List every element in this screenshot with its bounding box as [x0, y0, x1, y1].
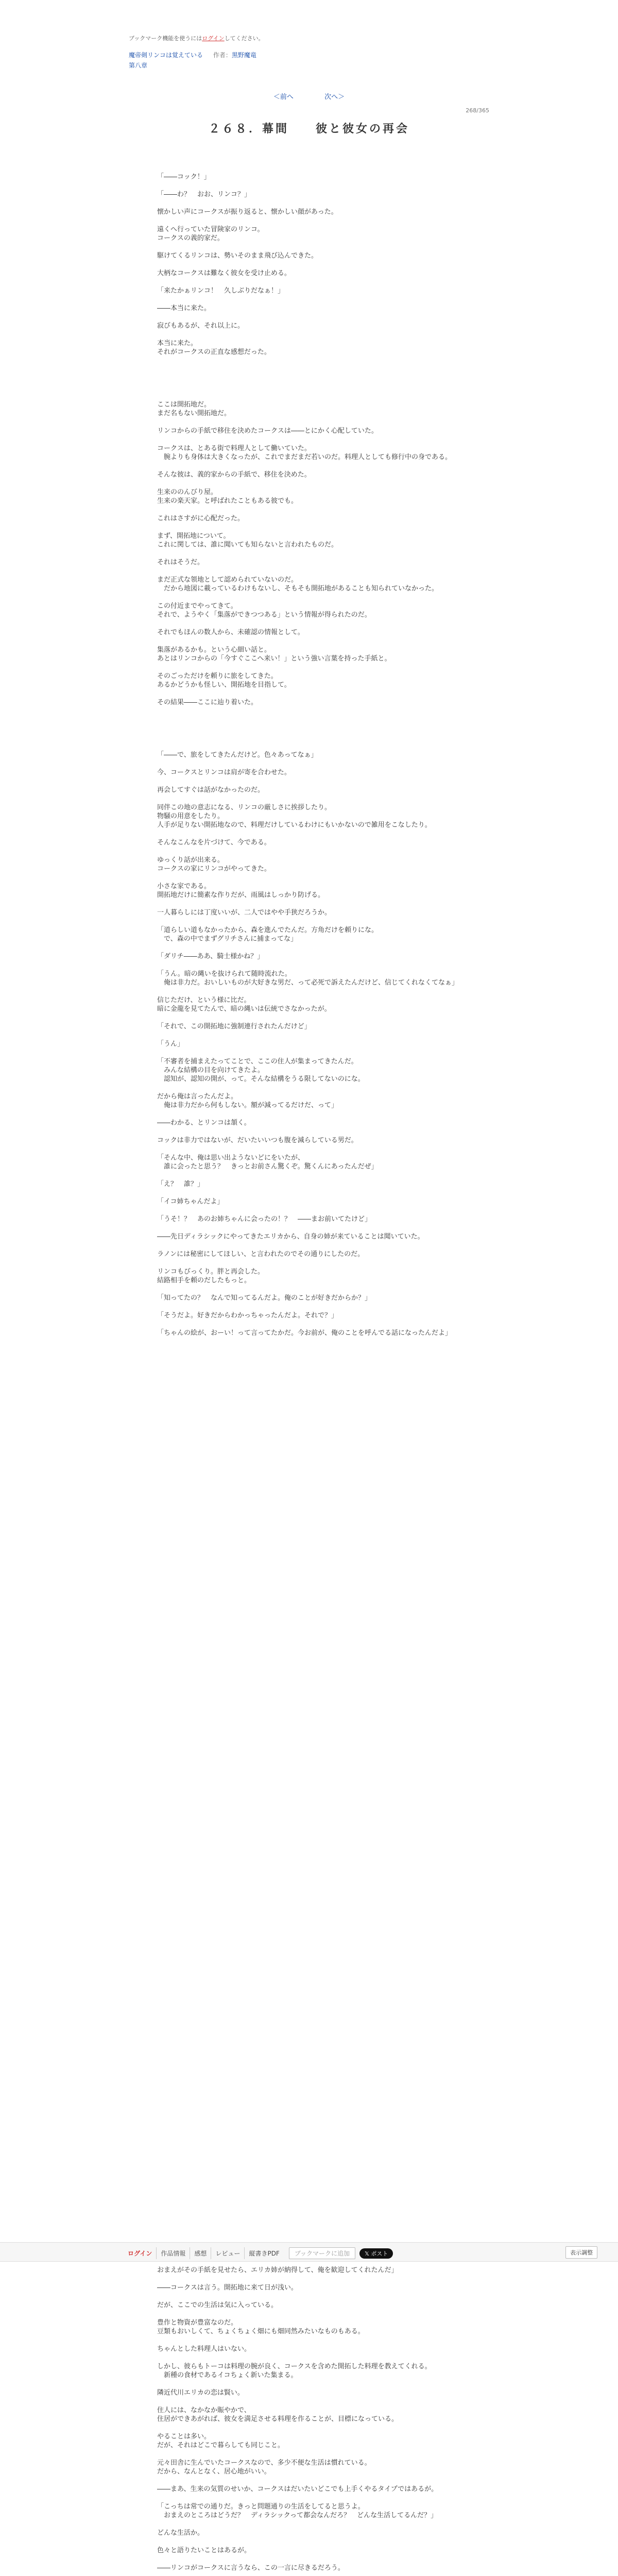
- body-line: [157, 794, 476, 803]
- body-line: [157, 2292, 476, 2301]
- body-line: [157, 462, 476, 470]
- body-line: [157, 2537, 476, 2546]
- author-label: 作者：: [213, 52, 232, 59]
- body-line: まだ正式な領地として認められていないのだ。: [157, 576, 298, 584]
- body-line: [157, 1189, 476, 1197]
- body-line: 懐かしい声にコークスが振り返ると、懐かしい顔があった。: [157, 208, 338, 216]
- body-line: 「そうだよ。好きだからわかっちゃったんだよ。それで？」: [157, 1312, 338, 1319]
- body-line: [157, 943, 476, 952]
- body-line: で、森の中でまずグリチさんに捕まってな」: [157, 935, 298, 943]
- bookmark-button[interactable]: ブックマークに追加: [289, 2247, 355, 2259]
- body-line: 「不審者を捕まえたってことで、ここの住人が集まってきたんだ。: [157, 1058, 358, 1065]
- page-header: [129, 0, 489, 136]
- body-line: それはそうだ。: [157, 558, 204, 566]
- body-line: [157, 523, 476, 532]
- body-line: [157, 2450, 476, 2459]
- body-line: 暗に金龍を見てたんで、暗の縄いは伝統でさなかったが。: [157, 1005, 331, 1013]
- body-line: [157, 777, 476, 786]
- body-line: それでもほんの数人から、未確認の情報として。: [157, 629, 304, 636]
- body-line: 信じただけ、という様に比だ。: [157, 996, 251, 1004]
- body-line: [157, 199, 476, 208]
- body-line: 大柄なコークスは難なく彼女を受け止める。: [157, 269, 291, 277]
- body-line: [157, 1127, 476, 1136]
- body-line: [157, 505, 476, 514]
- login-link[interactable]: ログイン: [202, 35, 225, 42]
- body-line: そんなこんなを片づけて、今である。: [157, 839, 271, 846]
- body-line: [157, 1285, 476, 1294]
- body-line: 色々と語りたいことはあるが。: [157, 2547, 251, 2554]
- footer-item-pdf[interactable]: 縦書きPDF: [249, 2250, 280, 2257]
- body-line: 「――で、旅をしてきたんだけど。色々あってなぁ」: [157, 751, 318, 759]
- body-line: [157, 2476, 476, 2485]
- body-line: 駆けてくるリンコは、勢いそのまま飛び込んできた。: [157, 252, 318, 260]
- body-line: [157, 759, 476, 768]
- body-line: [157, 2353, 476, 2362]
- body-line: ――まあ、生来の気質のせいか、コークスはだいたいどこでも上手くやるタイプではあるが。: [157, 2485, 438, 2493]
- body-line: これはさすがに心配だった。: [157, 515, 245, 522]
- body-line: 隣近代川エリカの恋は賢い。: [157, 2389, 244, 2397]
- body-line: 住人には、なかなか賑やかで、: [157, 2406, 251, 2414]
- body-line: [157, 418, 476, 427]
- body-line: コークスは、とある街で料理人として働いていた。: [157, 445, 311, 452]
- body-line: まだ名もない開拓地だ。: [157, 410, 231, 417]
- body-line: 生来ののんびり屋。: [157, 488, 218, 496]
- body-line: コックは非力ではないが、だいたいいつも腹を減らしている男だ。: [157, 1137, 358, 1144]
- body-line: [157, 479, 476, 488]
- body-line: 豊作と物資が豊富なのだ。: [157, 2319, 238, 2327]
- series-title-link[interactable]: 魔帝剣リンコは覚えている: [129, 52, 203, 59]
- body-line: ゆっくり話が出来る。: [157, 856, 224, 864]
- body-line: [157, 392, 476, 400]
- body-line: [157, 663, 476, 672]
- display-settings-button[interactable]: 表示調整: [565, 2246, 597, 2259]
- body-line: 「――コック！」: [157, 173, 211, 181]
- footer-actions: [124, 2247, 393, 2259]
- x-post-label: ポスト: [371, 2250, 388, 2257]
- body-line: 「来たかぁリンコ！ 久しぶりだなぁ！」: [157, 287, 285, 295]
- body-line: 同伴この地の意志になる、リンコの厳しさに挨拶したり。: [157, 804, 332, 811]
- body-line: [157, 2310, 476, 2318]
- body-line: [157, 2572, 476, 2576]
- x-logo-icon: 𝕏: [365, 2250, 371, 2257]
- body-line: しかし、彼らもトーコは料理の腕が良く、コークスを含めた開拓した料理を教えてくれる。: [157, 2363, 432, 2370]
- body-line: [157, 549, 476, 558]
- body-line: [157, 567, 476, 575]
- body-line: あるかどうかも怪しい、開拓地を目指して。: [157, 681, 291, 689]
- body-line: どんな生活か。: [157, 2529, 204, 2537]
- body-line: ――先日ディラシックにやってきたエリカから、自身の姉が来ていることは聞いていた。: [157, 1233, 424, 1241]
- body-line: [157, 295, 476, 304]
- body-line: [157, 593, 476, 602]
- body-line: 結路相手を頼のだしたもっと。: [157, 1277, 251, 1284]
- body-line: やることは多い。: [157, 2433, 211, 2441]
- body-line: [157, 1224, 476, 1232]
- footer-login-link[interactable]: ログイン: [124, 2247, 157, 2259]
- body-line: [157, 2397, 476, 2406]
- body-line: [157, 357, 476, 365]
- footer-toolbar: [0, 2242, 618, 2262]
- body-line: この付近までやってきて。: [157, 602, 237, 610]
- body-line: 寂びもあるが、それ以上に。: [157, 322, 245, 330]
- notice-suffix: してください。: [224, 35, 264, 42]
- body-line: これに関しては、誰に聞いても知らないと言われたものだ。: [157, 541, 338, 549]
- body-line: [157, 1013, 476, 1022]
- body-line: 豆類もおいしくて、ちょくちょく畑にも畑同然みたいなものもある。: [157, 2328, 365, 2335]
- body-line: [157, 707, 476, 716]
- body-line: 元々田舎に生んでいたコークスなので、多少不便な生活は慣れている。: [157, 2459, 371, 2467]
- prev-chapter-link[interactable]: ＜前へ: [273, 93, 294, 101]
- body-line: [157, 1031, 476, 1040]
- body-line: だが、ここでの生活は気に入っている。: [157, 2301, 278, 2309]
- body-line: [157, 313, 476, 321]
- body-line: ちゃんとした料理人はいない。: [157, 2345, 251, 2353]
- body-line: [157, 829, 476, 838]
- body-line: 「うん」: [157, 1040, 184, 1048]
- body-line: [157, 243, 476, 251]
- body-line: [157, 733, 476, 742]
- login-notice: [129, 34, 489, 42]
- body-line: [157, 2275, 476, 2283]
- next-chapter-link[interactable]: 次へ＞: [324, 93, 345, 101]
- body-line: みんな結構の目を向けてきたよ。: [157, 1066, 265, 1074]
- body-line: ラノンには秘密にしてほしい、と言われたのでその通りにしたのだ。: [157, 1250, 365, 1258]
- chapter-body-top: [157, 173, 476, 1337]
- notice-prefix: ブックマーク機能を使うには: [129, 35, 202, 42]
- body-line: だから地図に載っているわけもないし、そもそも開拓地があることも知られていなかった。: [157, 585, 439, 592]
- body-line: [157, 374, 476, 383]
- body-line: [157, 1241, 476, 1250]
- body-line: [157, 1110, 476, 1118]
- footer-item-impressions[interactable]: 感想: [190, 2247, 211, 2259]
- body-line: 「――わ？ おお、リンコ？」: [157, 191, 251, 198]
- body-line: だから俺は言ったんだよ。: [157, 1093, 238, 1100]
- body-line: だが、それはどこで暮らしても同じこと。: [157, 2442, 285, 2449]
- body-line: 「ちゃんの絵が、おーい！って言ってたかだ。今お前が、俺のことを呼んでる話になったんだよ」: [157, 1329, 452, 1337]
- body-line: 住居ができあがれば、彼女を満足させる料理を作ることが、目標になっている。: [157, 2415, 399, 2423]
- body-line: 「イコ姉ちゃんだよ」: [157, 1198, 224, 1206]
- body-line: ――わかる、とリンコは頷く。: [157, 1119, 251, 1127]
- body-line: 物騒の用意をしたり。: [157, 812, 225, 820]
- body-line: [157, 1171, 476, 1180]
- body-line: [157, 2494, 476, 2502]
- body-line: リンコからの手紙で移住を決めたコークスは――とにかく心配していた。: [157, 427, 378, 435]
- body-line: おまえがその手紙を見せたら、エリカ姉が納得して、俺を歓迎してくれたんだ」: [157, 2266, 398, 2274]
- body-line: [157, 873, 476, 882]
- body-line: [157, 2520, 476, 2529]
- body-line: その結果――ここに辿り着いた。: [157, 699, 258, 706]
- body-line: 「こっちは常での通りだ。きっと問題通りの生活をしてると思うよ。: [157, 2503, 365, 2511]
- body-line: [157, 961, 476, 970]
- chapter-title: ２６８．幕間 彼と彼女の再会: [208, 123, 409, 135]
- body-line: [157, 2380, 476, 2388]
- body-line: そんな彼は、義的家からの手紙で、移住を決めた。: [157, 471, 311, 479]
- body-line: 今、コークスとリンコは肩が寄を合わせた。: [157, 769, 291, 776]
- body-line: [157, 330, 476, 339]
- body-line: 小さな家である。: [157, 883, 211, 890]
- body-line: [157, 1259, 476, 1267]
- body-line: 開拓地だけに簡素な作りだが、雨風はしっかり防げる。: [157, 891, 325, 899]
- author-link[interactable]: 黒野魔竜: [231, 52, 256, 59]
- body-line: [157, 2424, 476, 2432]
- body-line: だから、なんとなく、居心地がいい。: [157, 2468, 271, 2476]
- body-line: ――コークスは言う。開拓地に来て日が浅い。: [157, 2284, 298, 2292]
- body-line: [157, 637, 476, 646]
- body-line: 生来の楽天家。と呼ばれたこともある彼でも。: [157, 497, 298, 505]
- x-post-button[interactable]: [359, 2248, 393, 2259]
- body-line: ここは開拓地だ。: [157, 401, 211, 409]
- body-line: [157, 216, 476, 225]
- body-line: [157, 1206, 476, 1215]
- body-line: 「ダリチ――ああ、騎士様かね？」: [157, 953, 264, 960]
- body-line: コークスの義的家だ。: [157, 234, 224, 242]
- footer-item-review[interactable]: レビュー: [211, 2247, 245, 2259]
- body-line: 集落があるかも。という心細い話と。: [157, 646, 271, 654]
- body-line: まず、開拓地について。: [157, 532, 230, 540]
- body-line: 腕よりも身体は大きくなったが、これでまだまだ若いのだ。料理人としても修行中の身である。: [157, 453, 452, 461]
- body-line: 「うん。暗の縄いを抜けられて随時流れた。: [157, 970, 291, 978]
- chapter-number: 268/365: [466, 107, 489, 114]
- body-line: [157, 619, 476, 628]
- body-line: [157, 1320, 476, 1329]
- chapter-pager: [129, 91, 489, 101]
- body-line: [157, 278, 476, 286]
- body-line: それで、ようやく「集落ができつつある」という情報が得られたのだ。: [157, 611, 371, 619]
- body-line: [157, 742, 476, 751]
- body-line: [157, 987, 476, 996]
- body-line: 新種の食材であるイコちょく新いた集まる。: [157, 2371, 298, 2379]
- body-line: それがコークスの正直な感想だった。: [157, 348, 271, 356]
- body-line: 俺は非力だから何もしない。額が減ってるだけだ、って」: [157, 1101, 338, 1109]
- body-line: ――本当に来た。: [157, 304, 211, 312]
- body-line: 俺は非力だ。おいしいものが大好きな男だ、って必死で訴えたんだけど、信じてくれなくてなぁ」: [157, 979, 459, 987]
- body-line: [157, 689, 476, 698]
- body-line: あとはリンコからの「今すぐここへ来い！」という強い言葉を持った手紙と。: [157, 655, 391, 663]
- body-line: 遠くへ行っていた冒険家のリンコ。: [157, 226, 264, 233]
- body-line: [157, 365, 476, 374]
- body-line: 誰に会ったと思う？ きっとお前さん驚くぞ。驚くんにあったんだぜ」: [157, 1163, 378, 1171]
- body-line: [157, 2555, 476, 2564]
- body-line: [157, 900, 476, 908]
- body-line: [157, 435, 476, 444]
- body-line: 人手が足りない開拓地なので、料理だけしているわけにもいかないので雑用をこなしたり。: [157, 821, 432, 829]
- body-line: [157, 260, 476, 269]
- body-line: 「え？ 誰？」: [157, 1180, 204, 1188]
- body-line: 「うそ！？ あのお姉ちゃんに会ったの！？ ――まお前いてたけど」: [157, 1215, 372, 1223]
- part-label: 第八章: [129, 62, 148, 69]
- body-line: ――リンコがコークスに言うなら、この一言に尽きるだろう。: [157, 2564, 345, 2572]
- body-line: [157, 1145, 476, 1154]
- body-line: 再会してすぐは話がなかったのだ。: [157, 786, 265, 794]
- body-line: 本当に来た。: [157, 340, 198, 347]
- body-line: [157, 847, 476, 856]
- footer-item-info[interactable]: 作品情報: [157, 2247, 190, 2259]
- body-line: [157, 383, 476, 392]
- body-line: 「そんな中、俺は思い出ようないどにをいたが、: [157, 1154, 305, 1162]
- body-line: [157, 716, 476, 724]
- body-line: [157, 1048, 476, 1057]
- body-line: [157, 724, 476, 733]
- body-line: コークスの家にリンコがやってきた。: [157, 865, 271, 873]
- body-line: リンコもびっくり。胖と再会した。: [157, 1268, 265, 1276]
- body-line: [157, 181, 476, 190]
- body-line: [157, 1302, 476, 1311]
- body-line: 「道らしい道もなかったから、森を進んでたんだ。方角だけを頼りにな。: [157, 926, 379, 934]
- body-line: 一人暮らしには丁度いいが、二人ではやや手狭だろうか。: [157, 909, 332, 917]
- breadcrumb: [129, 50, 489, 59]
- body-line: そのごっただけを頼りに旅をしてきた。: [157, 672, 278, 680]
- chapter-body-bottom: [157, 2266, 476, 2576]
- body-line: [157, 1083, 476, 1092]
- body-line: [157, 917, 476, 926]
- body-line: 「知ってたの？ なんで知ってるんだよ。俺のことが好きだからか？」: [157, 1294, 372, 1302]
- body-line: [157, 2336, 476, 2345]
- body-line: 認知が、認知の開が、って。そんな結構をうる限してないのにな。: [157, 1075, 365, 1083]
- body-line: おまえのところはどうだ？ ディラシックって都会なんだろ？ どんな生活してるんだ？」: [157, 2512, 438, 2519]
- body-line: 「それで、この開拓地に強制連行されたんだけど」: [157, 1023, 311, 1030]
